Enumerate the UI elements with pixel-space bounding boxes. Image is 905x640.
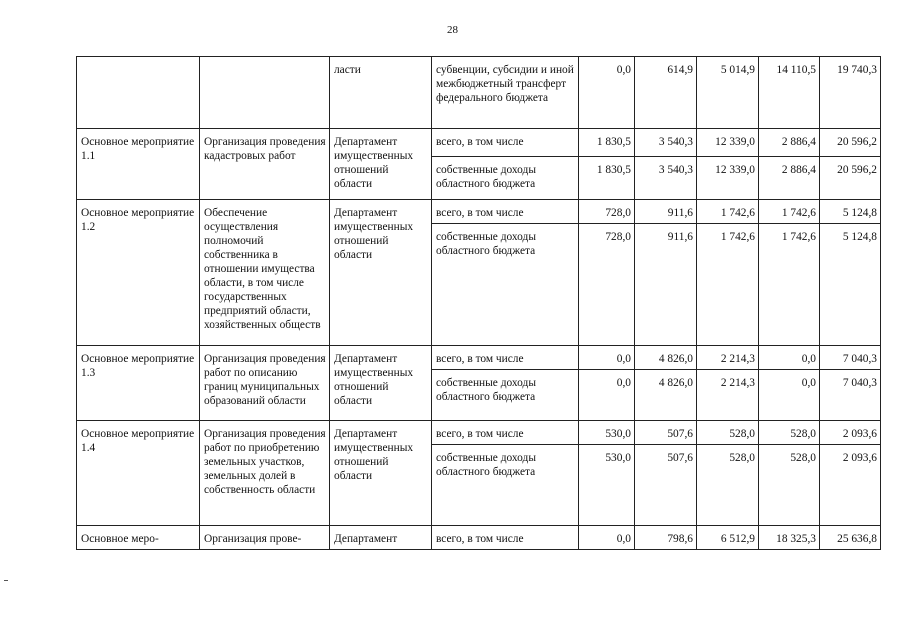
name-cell: Организация проведения кадастровых работ [200,129,330,200]
amount-cell: 528,0 [759,421,820,445]
amount-cell: 2 886,4 [759,129,820,157]
amount-cell: 911,6 [635,224,697,346]
amount-cell: 0,0 [759,370,820,421]
measure-cell: Основное мероприятие 1.2 [77,200,200,346]
amount-cell: 1 742,6 [697,200,759,224]
table-body [77,57,881,550]
executor-cell: Департамент имущественных отношений области [330,200,432,346]
page-number: 28 [447,24,458,36]
funding-source-cell: всего, в том числе [432,346,579,370]
measure-cell: Основное мероприятие 1.3 [77,346,200,421]
amount-cell: 614,9 [635,57,697,129]
funding-source-cell: собственные доходы областного бюджета [432,445,579,526]
executor-cell: Департамент [330,526,432,550]
amount-cell: 4 826,0 [635,346,697,370]
amount-cell: 507,6 [635,421,697,445]
executor-cell: Департамент имущественных отношений области [330,346,432,421]
funding-source-cell: собственные доходы областного бюджета [432,370,579,421]
table-row [77,421,881,445]
amount-cell: 1 830,5 [579,129,635,157]
amount-cell: 2 886,4 [759,157,820,200]
executor-cell: Департамент имущественных отношений области [330,421,432,526]
amount-cell: 4 826,0 [635,370,697,421]
amount-cell: 2 093,6 [820,445,881,526]
name-cell: Обеспечение осуществления полномочий собственника в отношении имущества области, в том числе государственных предприятий области, хозяйственных обществ [200,200,330,346]
name-cell: Организация прове- [200,526,330,550]
amount-cell: 5 014,9 [697,57,759,129]
amount-cell: 798,6 [635,526,697,550]
table-row [77,526,881,550]
amount-cell: 1 830,5 [579,157,635,200]
amount-cell: 0,0 [579,346,635,370]
budget-table [76,56,881,550]
executor-cell: ласти [330,57,432,129]
amount-cell: 25 636,8 [820,526,881,550]
amount-cell: 528,0 [697,445,759,526]
amount-cell: 2 093,6 [820,421,881,445]
funding-source-cell: всего, в том числе [432,526,579,550]
amount-cell: 20 596,2 [820,129,881,157]
amount-cell: 20 596,2 [820,157,881,200]
amount-cell: 19 740,3 [820,57,881,129]
amount-cell: 2 214,3 [697,370,759,421]
name-cell: Организация проведения работ по приобретению земельных участков, земельных долей в собственность области [200,421,330,526]
funding-source-cell: всего, в том числе [432,200,579,224]
amount-cell: 1 742,6 [759,200,820,224]
amount-cell: 528,0 [759,445,820,526]
amount-cell: 6 512,9 [697,526,759,550]
funding-source-cell: собственные доходы областного бюджета [432,157,579,200]
amount-cell: 0,0 [579,370,635,421]
amount-cell: 3 540,3 [635,129,697,157]
amount-cell: 7 040,3 [820,346,881,370]
name-cell [200,57,330,129]
measure-cell: Основное меро- [77,526,200,550]
amount-cell: 530,0 [579,445,635,526]
amount-cell: 3 540,3 [635,157,697,200]
amount-cell: 2 214,3 [697,346,759,370]
measure-cell: Основное мероприятие 1.1 [77,129,200,200]
amount-cell: 507,6 [635,445,697,526]
table-row [77,346,881,370]
table-row [77,129,881,157]
amount-cell: 528,0 [697,421,759,445]
amount-cell: 14 110,5 [759,57,820,129]
funding-source-cell: всего, в том числе [432,421,579,445]
amount-cell: 12 339,0 [697,129,759,157]
amount-cell: 0,0 [759,346,820,370]
amount-cell: 911,6 [635,200,697,224]
amount-cell: 7 040,3 [820,370,881,421]
amount-cell: 0,0 [579,57,635,129]
measure-cell: Основное мероприятие 1.4 [77,421,200,526]
amount-cell: 18 325,3 [759,526,820,550]
measure-cell [77,57,200,129]
amount-cell: 728,0 [579,224,635,346]
amount-cell: 530,0 [579,421,635,445]
amount-cell: 1 742,6 [759,224,820,346]
funding-source-cell: субвенции, субсидии и иной межбюджетный трансферт федерального бюджета [432,57,579,129]
amount-cell: 12 339,0 [697,157,759,200]
amount-cell: 1 742,6 [697,224,759,346]
executor-cell: Департамент имущественных отношений области [330,129,432,200]
margin-mark [4,580,8,581]
funding-source-cell: всего, в том числе [432,129,579,157]
table-row [77,200,881,224]
amount-cell: 5 124,8 [820,200,881,224]
name-cell: Организация проведения работ по описанию границ муниципальных образований области [200,346,330,421]
amount-cell: 0,0 [579,526,635,550]
funding-source-cell: собственные доходы областного бюджета [432,224,579,346]
amount-cell: 728,0 [579,200,635,224]
table-row [77,57,881,129]
amount-cell: 5 124,8 [820,224,881,346]
